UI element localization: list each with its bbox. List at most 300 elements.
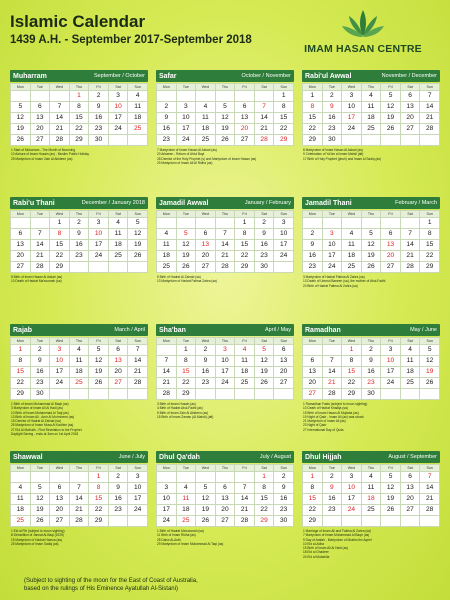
month-name: Jamadil Thani [305,199,352,207]
day-cell: 7 [322,356,342,367]
day-cell: 20 [274,367,294,378]
day-cell: 9 [361,356,381,367]
weekday-header: Fri [235,338,255,345]
day-cell: 4 [361,472,381,483]
day-cell: 3 [108,91,128,102]
month-notes [302,275,440,288]
day-cell: 6 [11,229,31,240]
day-cell: 28 [128,378,148,389]
day-cell: 5 [196,483,216,494]
day-cell: 2 [196,345,216,356]
day-cell: 20 [400,113,420,124]
note-line: 7 Martyrdom of Imam Hasan Al Askari (as) [157,148,217,152]
day-cell: 11 [128,102,148,113]
day-cell: 16 [361,367,381,378]
weekday-header: Fri [381,211,401,218]
day-cell: 30 [30,389,50,400]
day-cell: 14 [30,240,50,251]
month-notes [156,148,294,165]
weekday-header: Thu [361,338,381,345]
day-cell [400,135,420,146]
weekday-header: Mon [303,338,323,345]
day-cell: 27 [274,378,294,389]
day-cell [342,218,362,229]
day-cell [303,345,323,356]
note-line: 15 Martyrdom of Hadrat Hamza (as) [11,537,63,542]
note-line: 7 Martyrdom of Imam Muhammad Al Baqir (as) [303,533,370,538]
day-cell: 26 [128,251,148,262]
day-cell: 18 [342,251,362,262]
weekday-header: Sun [420,465,440,472]
day-cell: 25 [157,262,177,273]
day-cell: 9 [322,483,342,494]
day-cell: 13 [50,494,70,505]
day-cell: 10 [274,229,294,240]
day-cell: 7 [254,102,274,113]
day-cell: 20 [235,124,255,135]
day-cell: 21 [420,494,440,505]
note-line: 8 Demolition of Jannat Al-Baqi (1925) [11,533,64,538]
day-cell [108,262,128,273]
day-cell: 26 [196,516,216,527]
weekday-header: Sat [108,465,128,472]
month-range: March / April [114,327,145,333]
day-cell [322,345,342,356]
day-cell: 9 [69,229,89,240]
day-cell: 26 [30,516,50,527]
note-line: 19 Night of Qadr - Imam Ali (as) was struck [303,414,364,419]
note-line: 13 Martyrdom of Hadrat Fatima Zahra (sa) [157,279,217,284]
day-cell: 15 [254,494,274,505]
day-cell: 8 [69,102,89,113]
day-cell: 20 [215,505,235,516]
day-cell [69,262,89,273]
footer-note [24,577,198,593]
day-cell: 12 [381,102,401,113]
day-cell: 6 [381,229,401,240]
day-cell: 7 [215,229,235,240]
weekday-header: Sun [274,84,294,91]
month-range: February / March [395,200,437,206]
page-subtitle: 1439 A.H. - September 2017-September 2018 [10,34,252,46]
note-line: 15 Birth of Imam Hasan Al Mujtaba (as) [303,410,359,415]
day-cell: 18 [196,124,216,135]
day-cell: 5 [381,472,401,483]
weekday-header: Sat [108,84,128,91]
note-line: 25 Dahw Al-Ardh [157,537,181,542]
note-line: 3 Martyrdom of Imam Ali Al Hadi (as) [11,406,63,411]
month-name: Dhul Qa'dah [159,453,200,461]
day-cell: 13 [196,240,216,251]
day-cell [303,218,323,229]
day-cell: 1 [11,345,31,356]
weekday-header: Tue [176,465,196,472]
weekday-header: Mon [157,211,177,218]
day-cell: 8 [303,102,323,113]
day-cell: 14 [69,494,89,505]
note-line: 3 Birth of Imam Husain (as) [157,402,196,406]
day-cell: 13 [30,113,50,124]
day-cell: 10 [322,240,342,251]
day-cell [196,91,216,102]
month-notes [10,402,148,436]
day-cell [322,218,342,229]
day-cell: 4 [128,91,148,102]
day-cell: 22 [176,378,196,389]
day-cell: 22 [342,378,362,389]
day-cell: 25 [11,516,31,527]
day-cell: 7 [128,345,148,356]
day-cell: 23 [254,251,274,262]
day-cell: 26 [381,505,401,516]
weekday-header: Wed [342,338,362,345]
day-cell: 16 [108,494,128,505]
day-cell: 20 [11,251,31,262]
weekday-header: Sun [128,211,148,218]
weekday-header: Mon [11,465,31,472]
day-cell: 25 [69,378,89,389]
day-cell [176,472,196,483]
day-cell: 7 [420,472,440,483]
month-notes [156,275,294,284]
weekday-header: Fri [381,465,401,472]
weekday-header: Tue [30,465,50,472]
day-cell [196,389,216,400]
weekday-header: Sun [274,211,294,218]
day-cell: 25 [196,135,216,146]
day-cell: 18 [128,113,148,124]
day-cell [50,472,70,483]
day-cell [157,91,177,102]
day-cell: 14 [235,494,255,505]
note-line: 5 Birth of Imam Zain Al Abideen (as) [157,410,209,415]
day-cell: 3 [342,472,362,483]
day-cell: 26 [381,124,401,135]
day-cell: 5 [420,345,440,356]
day-cell [128,516,148,527]
day-cell: 8 [11,356,31,367]
note-line: 27 International Day of Quds [303,427,344,432]
day-cell: 19 [381,113,401,124]
day-cell: 28 [322,389,342,400]
day-cell [342,135,362,146]
day-cell: 13 [303,367,323,378]
day-cell: 18 [176,505,196,516]
day-cell: 6 [30,102,50,113]
weekday-header: Mon [157,465,177,472]
month-range: December / January 2018 [81,200,145,206]
day-cell: 18 [400,367,420,378]
day-cell: 21 [254,124,274,135]
day-cell: 28 [50,135,70,146]
day-cell: 28 [420,124,440,135]
day-cell: 28 [254,135,274,146]
month-calendar [302,210,440,273]
day-cell: 12 [254,356,274,367]
day-cell: 5 [11,102,31,113]
note-line: 11 Birth of Imam Ridha (as) [157,533,196,538]
month-name: Rabi'ul Awwal [305,72,352,80]
note-line: 24 Eid al Mubahila [303,554,330,559]
month-notes [10,148,148,161]
day-cell: 21 [420,113,440,124]
day-cell: 13 [274,356,294,367]
day-cell [108,135,128,146]
weekday-header: Thu [361,465,381,472]
day-cell: 28 [30,262,50,273]
day-cell: 8 [89,483,109,494]
day-cell: 15 [420,240,440,251]
day-cell [89,262,109,273]
day-cell: 2 [108,472,128,483]
day-cell: 10 [215,356,235,367]
note-line: 8 Martyrdom of Imam Hasan Al Askari (as) [303,148,363,152]
day-cell: 10 [50,356,70,367]
day-cell: 14 [420,102,440,113]
day-cell: 18 [108,240,128,251]
day-cell: 9 [322,102,342,113]
day-cell: 25 [361,505,381,516]
day-cell [128,389,148,400]
note-line: 1 Birth of Hadrat Ma'soomah (sa) [157,529,204,533]
month-range: September / October [93,73,145,79]
day-cell: 14 [322,367,342,378]
weekday-header: Fri [381,338,401,345]
day-cell: 17 [128,494,148,505]
day-cell: 15 [50,240,70,251]
day-cell [254,91,274,102]
day-cell: 17 [176,124,196,135]
note-line: Daylight Saving - ends at 3am on 1st April 2018 [11,432,79,437]
day-cell: 22 [89,505,109,516]
day-cell: 27 [50,516,70,527]
day-cell [381,389,401,400]
weekday-header: Fri [235,465,255,472]
day-cell: 18 [361,113,381,124]
day-cell: 24 [274,251,294,262]
weekday-header: Thu [361,211,381,218]
month-range: August / September [388,454,437,460]
day-cell: 24 [176,135,196,146]
day-cell: 2 [254,218,274,229]
day-cell [128,135,148,146]
day-cell: 2 [274,472,294,483]
day-cell: 14 [400,240,420,251]
day-cell: 25 [108,251,128,262]
day-cell: 23 [322,505,342,516]
day-cell: 17 [342,494,362,505]
day-cell [381,218,401,229]
day-cell: 9 [196,356,216,367]
day-cell: 11 [361,102,381,113]
lotus-icon [340,8,386,42]
day-cell: 4 [108,218,128,229]
day-cell: 24 [89,251,109,262]
month-name: Rabi'u Thani [13,199,55,207]
month-block [302,324,440,452]
month-header [302,324,440,336]
month-calendar [156,210,294,273]
weekday-header: Mon [157,338,177,345]
weekday-header: Thu [215,84,235,91]
weekday-header: Thu [69,84,89,91]
day-cell: 11 [361,483,381,494]
day-cell: 17 [274,240,294,251]
day-cell: 1 [420,218,440,229]
day-cell [215,91,235,102]
day-cell: 1 [50,218,70,229]
weekday-header: Sat [254,84,274,91]
day-cell: 24 [108,124,128,135]
day-cell: 11 [176,494,196,505]
weekday-header: Sat [400,465,420,472]
day-cell: 3 [176,102,196,113]
day-cell: 13 [108,356,128,367]
day-cell: 6 [108,345,128,356]
day-cell [128,262,148,273]
weekday-header: Mon [157,84,177,91]
month-block [156,197,294,325]
weekday-header: Sun [128,84,148,91]
day-cell: 14 [254,113,274,124]
day-cell [196,218,216,229]
note-line: 10 Eid al-Adha [303,541,324,546]
day-cell: 29 [274,135,294,146]
day-cell [215,389,235,400]
note-line: 23 Night of Qadr [303,423,327,428]
month-notes [302,148,440,161]
day-cell: 23 [108,505,128,516]
month-calendar [156,83,294,146]
day-cell: 23 [303,262,323,273]
day-cell: 22 [303,505,323,516]
day-cell [108,516,128,527]
day-cell [381,135,401,146]
day-cell: 3 [157,483,177,494]
day-cell: 9 [30,356,50,367]
note-line: 15 Birth of Imam Zaman (Al-Mahdi) (atf) [157,414,214,419]
month-range: October / November [241,73,291,79]
day-cell [11,472,31,483]
day-cell: 14 [50,113,70,124]
weekday-header: Sat [254,465,274,472]
day-cell: 15 [274,113,294,124]
day-cell: 20 [303,378,323,389]
day-cell: 5 [254,345,274,356]
weekday-header: Wed [342,465,362,472]
day-cell [400,516,420,527]
weekday-header: Sun [274,338,294,345]
day-cell: 17 [157,505,177,516]
day-cell: 26 [420,378,440,389]
day-cell: 19 [196,505,216,516]
month-name: Ramadhan [305,326,341,334]
day-cell: 21 [128,367,148,378]
month-range: June / July [118,454,145,460]
day-cell: 9 [254,229,274,240]
day-cell: 12 [420,356,440,367]
day-cell: 2 [69,218,89,229]
day-cell: 7 [235,483,255,494]
note-line: 4 Birth of Hadrat Abul-Fadhl (as) [157,406,203,411]
weekday-header: Fri [381,84,401,91]
day-cell: 25 [235,378,255,389]
day-cell: 15 [235,240,255,251]
note-line: 1 Start of Muharram - The Month of Mourning [11,148,76,152]
day-cell: 17 [381,367,401,378]
month-block [156,70,294,198]
month-header [10,70,148,82]
day-cell: 23 [30,378,50,389]
day-cell: 14 [215,240,235,251]
month-range: January / February [244,200,291,206]
weekday-header: Tue [176,84,196,91]
day-cell: 25 [342,262,362,273]
day-cell: 20 [108,367,128,378]
day-cell: 27 [196,262,216,273]
day-cell: 11 [69,356,89,367]
weekday-header: Wed [50,84,70,91]
month-calendar [156,337,294,400]
weekday-header: Thu [215,211,235,218]
day-cell: 5 [381,91,401,102]
day-cell: 17 [89,240,109,251]
day-cell: 4 [11,483,31,494]
day-cell: 11 [196,113,216,124]
month-notes [10,275,148,284]
weekday-header: Tue [176,338,196,345]
day-cell: 15 [89,494,109,505]
day-cell: 4 [400,345,420,356]
day-cell: 13 [400,483,420,494]
month-header [302,197,440,209]
note-line: 13 Birth of Imam Ali - Amir Al Mu'mineen (as) [11,414,75,419]
note-line: 9 Day of Arafah - Martyrdom of Muslim ibn Aqeel [303,537,372,542]
day-cell: 28 [400,262,420,273]
weekday-header: Sat [108,338,128,345]
day-cell: 3 [342,91,362,102]
day-cell: 2 [303,229,323,240]
day-cell: 26 [176,262,196,273]
day-cell [11,91,31,102]
month-range: July / August [259,454,291,460]
day-cell: 20 [196,251,216,262]
day-cell: 19 [381,494,401,505]
day-cell: 24 [322,262,342,273]
month-block [10,197,148,325]
month-block [156,451,294,579]
weekday-header: Wed [196,84,216,91]
weekday-header: Sat [400,211,420,218]
weekday-header: Sat [254,338,274,345]
weekday-header: Mon [303,211,323,218]
day-cell: 23 [69,251,89,262]
day-cell [215,472,235,483]
day-cell: 11 [108,229,128,240]
day-cell [342,516,362,527]
day-cell: 5 [89,345,109,356]
month-calendar [156,464,294,527]
day-cell: 30 [254,262,274,273]
day-cell: 2 [361,345,381,356]
month-range: November / December [381,73,437,79]
day-cell: 12 [361,240,381,251]
day-cell: 13 [11,240,31,251]
day-cell: 9 [108,483,128,494]
note-line: 10 Ashura of Imam Husain (as) - Muslim Public Holiday [11,152,89,157]
day-cell: 6 [274,345,294,356]
day-cell: 12 [89,356,109,367]
